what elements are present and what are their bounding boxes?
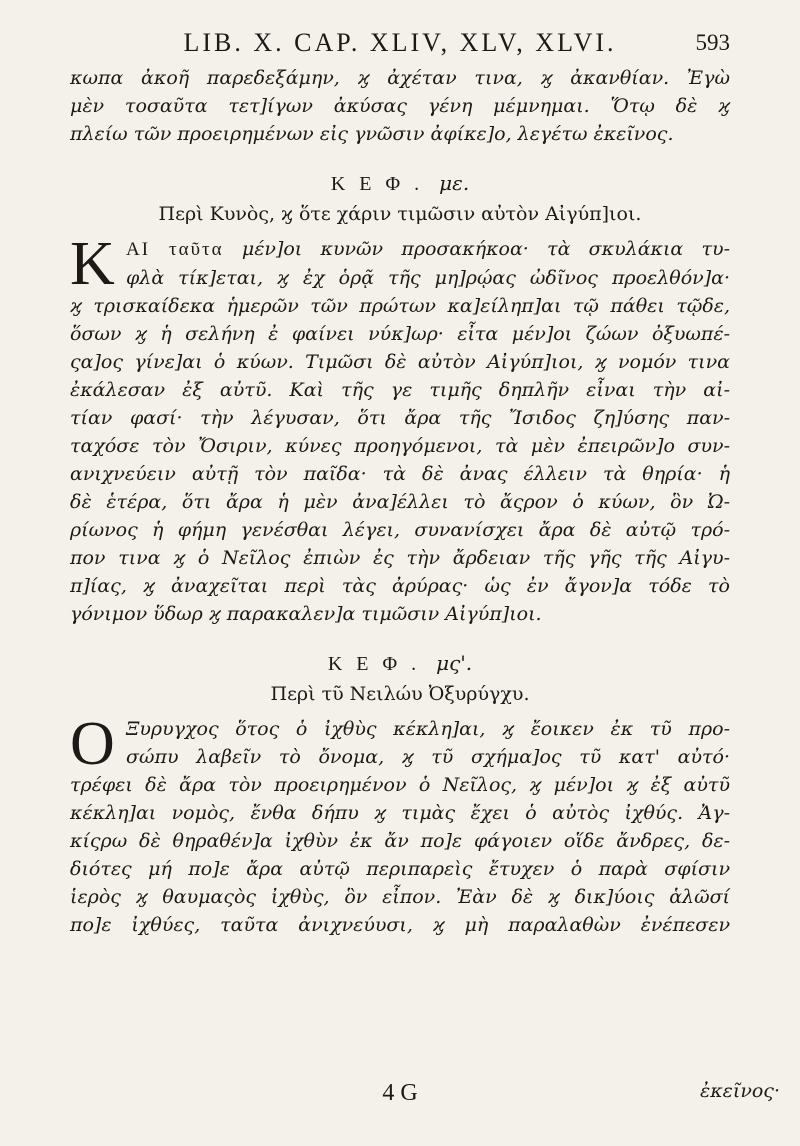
catchword: ἐκεῖνος· <box>700 1080 780 1102</box>
text-line: ὅσων ϗ ἡ σελήνη ἐ φαίνει νύκ]ωρ· εἶτα μέν]οι ζώων ὀξυωπέ- <box>70 323 730 345</box>
drop-cap: K <box>70 230 115 298</box>
text-line: ςα]ος γίνε]αι ὁ κύων. Τιμῶσι δὲ αὐτὸν Αἰγύπ]ιοι, ϗ νομόν τινα <box>70 351 730 373</box>
chapter-45-paragraph <box>70 230 730 628</box>
chapter-label-text: ΚΕΦ. <box>330 173 434 195</box>
page-header <box>70 28 730 64</box>
drop-cap: O <box>70 710 115 778</box>
text-line: σώπυ λαβεῖν τὸ ὄνομα, ϗ τῦ σχήμα]ος τῦ κατ' αὐτό· <box>126 746 730 768</box>
signature-mark: 4 G <box>382 1080 418 1106</box>
first-words: AI ταῦτα <box>126 239 224 260</box>
text-line <box>70 235 730 264</box>
text-line: πον τινα ϗ ὁ Νεῖλος ἐπιὼν ἐς τὴν ἄρδειαν τῆς γῆς τῆς Αἰγυ- <box>70 547 730 569</box>
text-line: μὲν τοσαῦτα τετ]ίγων ἀκύσας γένη μέμνημαι. Ὅτῳ δὲ ϗ <box>70 95 730 117</box>
text-line: γόνιμον ὕδωρ ϗ παρακαλεν]α τιμῶσιν Αἰγύπ]ιοι. <box>70 603 542 625</box>
text-line: ϗ τρισκαίδεκα ἡμερῶν τῶν πρώτων κα]είληπ]αι τῷ πάθει τῷδε, <box>70 295 730 317</box>
chapter-45-title: Περὶ Κυνὸς, ϗ ὅτε χάριν τιμῶσιν αὐτὸν Αἰγύπ]ιοι. <box>158 203 642 225</box>
running-head: LIB. X. CAP. XLIV, XLV, XLVI. <box>183 28 617 57</box>
text-line: ἐκάλεσαν ἐξ αὐτῦ. Καὶ τῆς γε τιμῆς δηπλῆν εἶναι τὴν αἰ- <box>70 379 730 401</box>
text-line: ρίωνος ἡ φήμη γενέσθαι λέγει, συνανίσχει ἄρα δὲ αὐτῷ τρό- <box>70 519 730 541</box>
chapter-number: μς'. <box>436 651 473 675</box>
text-line: κίςρω δὲ θηραθέν]α ἰχθὺν ἐκ ἄν πο]ε φάγοιεν οἵδε ἄνδρες, δε- <box>70 830 730 852</box>
chapter-label-text: ΚΕΦ. <box>327 653 431 675</box>
book-page <box>70 28 730 939</box>
text-line: κωπα ἀκοῆ παρεδεξάμην, ϗ ἀχέταν τινα, ϗ ἀκανθίαν. Ἐγὼ <box>70 67 730 89</box>
chapter-46-paragraph <box>70 710 730 939</box>
page-footer <box>0 1080 800 1108</box>
text-line: κέκλη]αι νομὸς, ἔνθα δήπυ ϗ τιμὰς ἔχει ὁ αὐτὸς ἰχθύς. Ἀγ- <box>70 802 730 824</box>
text-line: δὲ ἑτέρα, ὅτι ἄρα ἡ μὲν ἀνα]έλλει τὸ ἄςρον ὁ κύων, ὃν Ὠ- <box>70 491 730 513</box>
text-line-rest: μέν]οι κυνῶν προσακήκοα· τὰ σκυλάκια τυ- <box>241 238 730 260</box>
text-line: πο]ε ἰχθύες, ταῦτα ἀνιχνεύυσι, ϗ μὴ παραλαθὼν ἐνέπεσεν <box>70 914 730 936</box>
chapter-45-label <box>70 168 730 199</box>
chapter-number: με. <box>439 171 470 195</box>
text-line: πλείω τῶν προειρημένων εἰς γνῶσιν ἀφίκε]ο, λεγέτω ἐκεῖνος. <box>70 123 674 145</box>
chapter-46-label <box>70 648 730 679</box>
text-line: π]ίας, ϗ ἀναχεῖται περὶ τὰς ἀρύρας· ὡς ἐν ἄγον]α τόδε τὸ <box>70 575 730 597</box>
chapter-46-title: Περὶ τῦ Νειλώυ Ὀξυρύγχυ. <box>270 683 530 705</box>
text-line: τίαν φασί· τὴν λέγυσαν, ὅτι ἄρα τῆς Ἴσιδος ζη]ύσης παν- <box>70 407 730 429</box>
text-line: φλὰ τίκ]εται, ϗ ἐχ ὁρᾷ τῆς μη]ρῴας ὠδῖνος προελθόν]α· <box>126 267 730 289</box>
text-line: διότες μή πο]ε ἄρα αὐτῷ περιπαρεὶς ἔτυχεν ὁ παρὰ σφίσιν <box>70 858 730 880</box>
text-line: ταχόσε τὸν Ὄσιριν, κύνες πρoηγόμενoι, τὰ μὲν ἐπειρῶν]ο συν- <box>70 435 730 457</box>
text-line: Ξυρυγχος ὅτος ὁ ἰχθὺς κέκλη]αι, ϗ ἔοικεν ἐκ τῦ προ- <box>126 718 730 740</box>
text-line: ανιχνεύειν αὐτῇ τὸν παῖδα· τὰ δὲ ἀνας έλλειν τὰ θηρία· ἡ <box>70 463 730 485</box>
text-line: ἱερὸς ϗ θαυμαςὸς ἰχθὺς, ὃν εἶπον. Ἐὰν δὲ ϗ δικ]ύοις ἁλῶσί <box>70 886 730 908</box>
intro-text <box>70 64 730 148</box>
page-number: 593 <box>695 30 730 55</box>
text-line: τρέφει δὲ ἄρα τὸν προειρημένον ὁ Νεῖλος, ϗ μέν]οι ϗ ἐξ αὐτῦ <box>70 774 730 796</box>
